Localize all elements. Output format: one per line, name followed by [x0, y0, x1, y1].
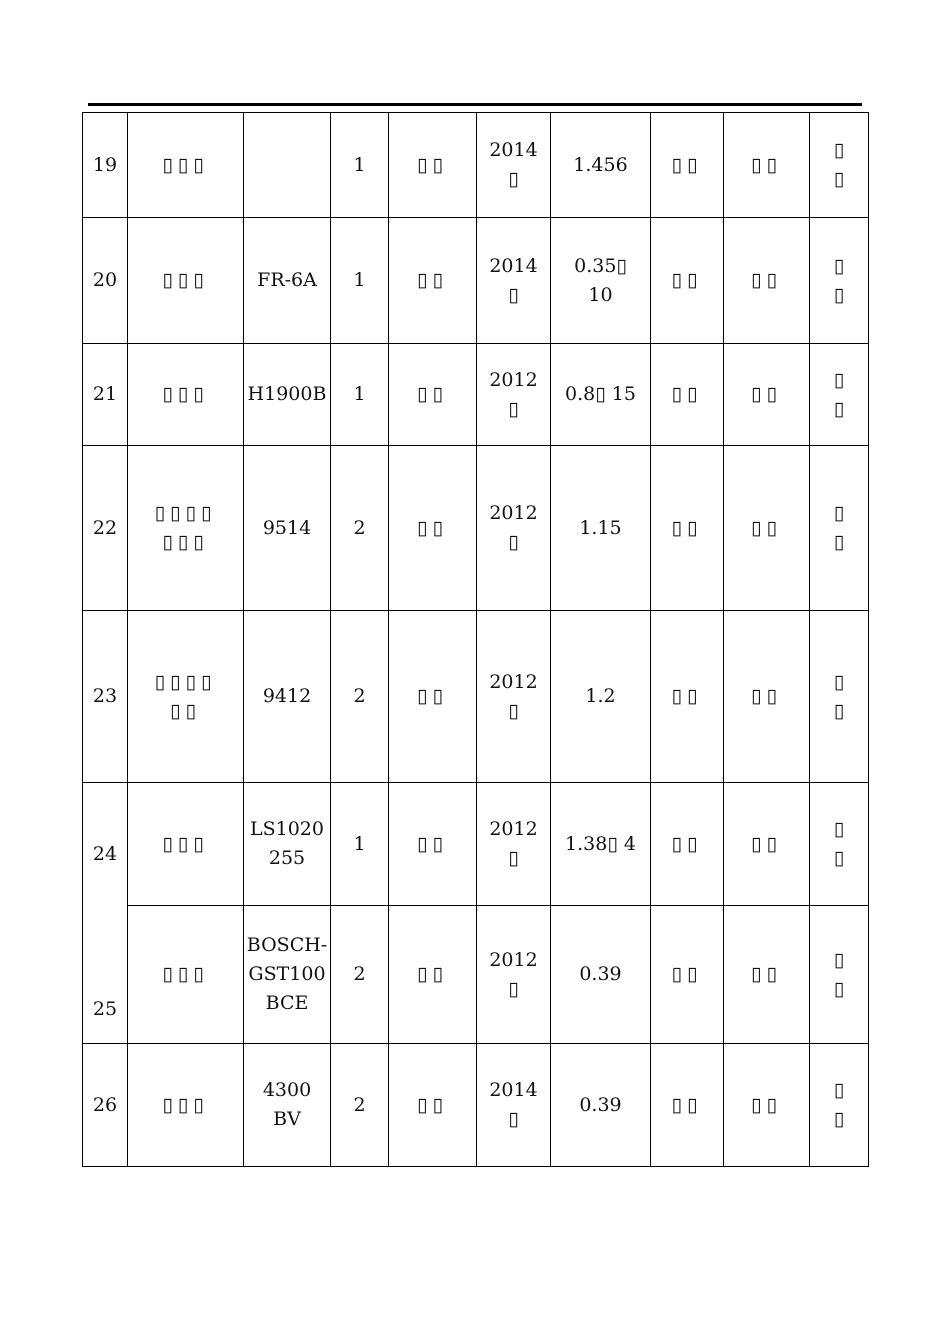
row-number: 21 — [83, 344, 128, 446]
row-number: 23 — [83, 611, 128, 783]
spec-cell: 0.39 — [551, 1044, 651, 1167]
unit-cell: ▯▯ — [389, 344, 477, 446]
unit-cell: ▯▯ — [389, 611, 477, 783]
equipment-name: ▯▯▯ — [128, 113, 244, 218]
equipment-name: ▯▯▯ — [128, 906, 244, 1044]
equipment-name: ▯▯▯ — [128, 783, 244, 906]
unit-cell: ▯▯ — [389, 783, 477, 906]
unit-cell: ▯▯ — [389, 218, 477, 344]
year-cell: 2012 ▯ — [477, 344, 551, 446]
note-cell: ▯ ▯ — [810, 344, 869, 446]
year-cell: 2012 ▯ — [477, 611, 551, 783]
quantity-cell: 2 — [331, 906, 389, 1044]
note-cell: ▯ ▯ — [810, 1044, 869, 1167]
usage-cell: ▯▯ — [724, 218, 810, 344]
row-number: 19 — [83, 113, 128, 218]
header-rule — [88, 103, 862, 106]
usage-cell: ▯▯ — [724, 783, 810, 906]
spec-cell: 0.39 — [551, 906, 651, 1044]
equipment-name: ▯▯▯ — [128, 1044, 244, 1167]
usage-cell: ▯▯ — [724, 611, 810, 783]
status-cell: ▯▯ — [651, 906, 724, 1044]
row-number: 26 — [83, 1044, 128, 1167]
row-number: 20 — [83, 218, 128, 344]
year-cell: 2014 ▯ — [477, 113, 551, 218]
table-row — [83, 783, 869, 906]
usage-cell: ▯▯ — [724, 113, 810, 218]
model-cell: 4300 BV — [244, 1044, 331, 1167]
unit-cell: ▯▯ — [389, 446, 477, 611]
status-cell: ▯▯ — [651, 611, 724, 783]
unit-cell: ▯▯ — [389, 1044, 477, 1167]
equipment-table — [82, 112, 869, 1167]
year-cell: 2014 ▯ — [477, 1044, 551, 1167]
row-number: 22 — [83, 446, 128, 611]
table-row — [83, 611, 869, 783]
model-cell: FR-6A — [244, 218, 331, 344]
equipment-name: ▯▯▯ — [128, 344, 244, 446]
spec-cell: 1.15 — [551, 446, 651, 611]
note-cell: ▯ ▯ — [810, 906, 869, 1044]
spec-cell: 0.8▯ 15 — [551, 344, 651, 446]
table-row — [83, 218, 869, 344]
status-cell: ▯▯ — [651, 113, 724, 218]
unit-cell: ▯▯ — [389, 113, 477, 218]
year-cell: 2012 ▯ — [477, 906, 551, 1044]
spec-cell: 1.2 — [551, 611, 651, 783]
year-cell: 2012 ▯ — [477, 446, 551, 611]
note-cell: ▯ ▯ — [810, 218, 869, 344]
row-number — [83, 783, 128, 1044]
year-cell: 2014 ▯ — [477, 218, 551, 344]
quantity-cell: 1 — [331, 783, 389, 906]
equipment-name: ▯▯▯▯ ▯▯ — [128, 611, 244, 783]
note-cell: ▯ ▯ — [810, 611, 869, 783]
quantity-cell: 1 — [331, 218, 389, 344]
spec-cell: 1.38▯ 4 — [551, 783, 651, 906]
usage-cell: ▯▯ — [724, 446, 810, 611]
model-cell: 9412 — [244, 611, 331, 783]
note-cell: ▯ ▯ — [810, 783, 869, 906]
usage-cell: ▯▯ — [724, 1044, 810, 1167]
note-cell: ▯ ▯ — [810, 113, 869, 218]
status-cell: ▯▯ — [651, 1044, 724, 1167]
status-cell: ▯▯ — [651, 218, 724, 344]
quantity-cell: 2 — [331, 611, 389, 783]
usage-cell: ▯▯ — [724, 906, 810, 1044]
spec-cell: 1.456 — [551, 113, 651, 218]
model-cell: BOSCH- GST100 BCE — [244, 906, 331, 1044]
status-cell: ▯▯ — [651, 783, 724, 906]
unit-cell: ▯▯ — [389, 906, 477, 1044]
equipment-name: ▯▯▯ — [128, 218, 244, 344]
row-number-25: 25 — [92, 998, 118, 1020]
model-cell: 9514 — [244, 446, 331, 611]
table-row — [83, 446, 869, 611]
status-cell: ▯▯ — [651, 446, 724, 611]
table-row — [83, 1044, 869, 1167]
quantity-cell: 2 — [331, 446, 389, 611]
spec-cell: 0.35▯ 10 — [551, 218, 651, 344]
row-number-24: 24 — [92, 843, 118, 865]
quantity-cell: 1 — [331, 113, 389, 218]
model-cell — [244, 113, 331, 218]
quantity-cell: 1 — [331, 344, 389, 446]
status-cell: ▯▯ — [651, 344, 724, 446]
equipment-name: ▯▯▯▯ ▯▯▯ — [128, 446, 244, 611]
table-row — [83, 344, 869, 446]
model-cell: H1900B — [244, 344, 331, 446]
table-row — [83, 113, 869, 218]
table-row — [83, 906, 869, 1044]
year-cell: 2012 ▯ — [477, 783, 551, 906]
usage-cell: ▯▯ — [724, 344, 810, 446]
model-cell: LS1020 255 — [244, 783, 331, 906]
note-cell: ▯ ▯ — [810, 446, 869, 611]
quantity-cell: 2 — [331, 1044, 389, 1167]
